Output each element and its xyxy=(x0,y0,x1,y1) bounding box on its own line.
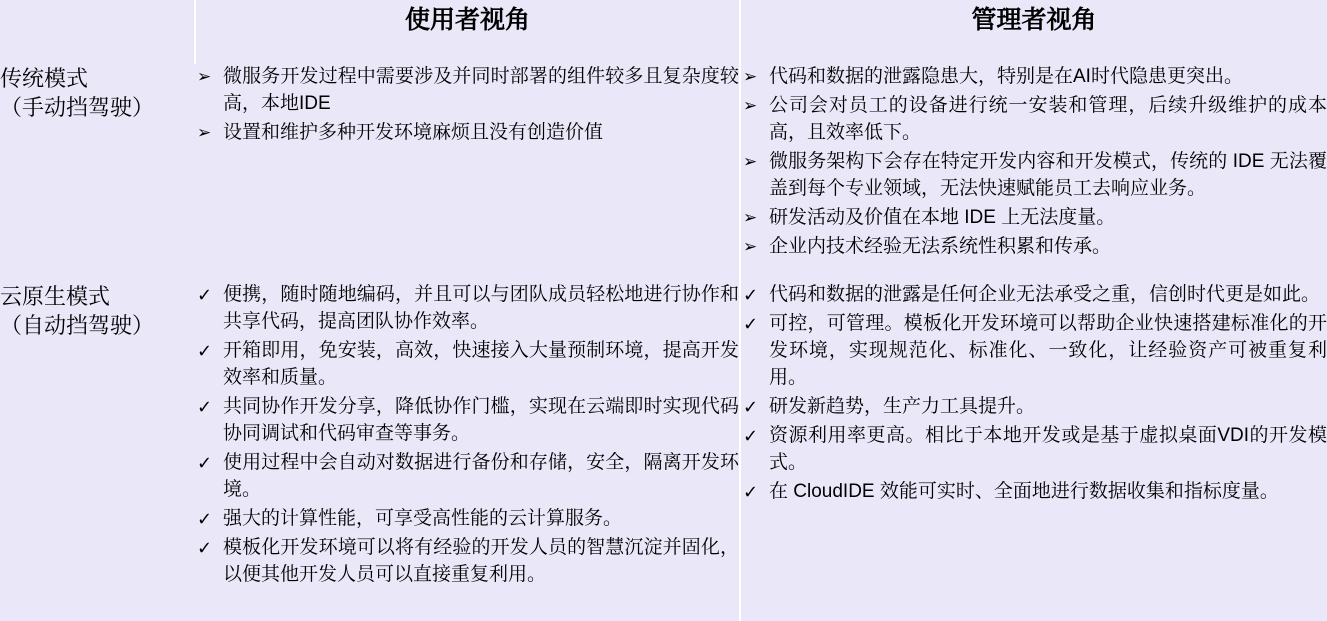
column-header-admin-perspective: 管理者视角 xyxy=(740,0,1327,64)
list-cloud-user xyxy=(195,282,739,589)
table-corner-cell xyxy=(0,0,195,64)
list-item-text: 强大的计算性能，可享受高性能的云计算服务。 xyxy=(223,507,623,529)
cell-traditional-user xyxy=(195,64,740,282)
list-item xyxy=(741,423,1327,477)
list-item-text: 使用过程中会自动对数据进行备份和存储，安全，隔离开发环境。 xyxy=(223,452,739,500)
cell-cloud-admin xyxy=(740,282,1327,621)
list-item xyxy=(741,282,1327,309)
check-bullet-icon: ✓ xyxy=(197,508,213,529)
table-row-cloud-native-mode xyxy=(0,282,1327,621)
list-item-text: 模板化开发环境可以将有经验的开发人员的智慧沉淀并固化，以便其他开发人员可以直接重复利用。 xyxy=(223,536,739,585)
list-item xyxy=(195,394,739,448)
row-label-traditional-mode xyxy=(0,64,195,282)
list-item xyxy=(741,394,1327,421)
table-header-row xyxy=(0,0,1327,64)
list-item-text: 在 CloudIDE 效能可实时、全面地进行数据收集和指标度量。 xyxy=(769,480,1279,502)
arrow-bullet-icon: ➢ xyxy=(743,67,758,86)
list-item xyxy=(741,479,1327,506)
list-item xyxy=(195,64,739,118)
row-label-cloud-line2: （自动挡驾驶） xyxy=(0,313,155,339)
list-traditional-user xyxy=(195,64,739,147)
table-row-traditional-mode xyxy=(0,64,1327,282)
list-item-text: 公司会对员工的设备进行统一安装和管理，后续升级维护的成本高，且效率低下。 xyxy=(769,94,1327,143)
check-bullet-icon: ✓ xyxy=(743,481,759,502)
list-item-text: 代码和数据的泄露隐患大，特别是在AI时代隐患更突出。 xyxy=(769,66,1243,87)
list-item-text: 研发活动及价值在本地 IDE 上无法度量。 xyxy=(769,206,1116,228)
arrow-bullet-icon: ➢ xyxy=(743,236,758,256)
list-item-text: 代码和数据的泄露是任何企业无法承受之重，信创时代更是如此。 xyxy=(769,284,1321,306)
arrow-bullet-icon: ➢ xyxy=(743,95,758,115)
check-bullet-icon: ✓ xyxy=(743,314,759,335)
list-item xyxy=(741,234,1327,261)
list-item xyxy=(741,149,1327,203)
list-item-text: 可控，可管理。模板化开发环境可以帮助企业快速搭建标准化的开发环境，实现规范化、标准化、一致化，让经验资产可被重复利用。 xyxy=(769,313,1327,389)
cell-traditional-admin xyxy=(740,64,1327,282)
list-item-text: 便携，随时随地编码，并且可以与团队成员轻松地进行协作和共享代码，提高团队协作效率。 xyxy=(223,284,739,333)
list-item xyxy=(741,64,1327,91)
row-label-traditional-line2: （手动挡驾驶） xyxy=(0,95,155,121)
list-item xyxy=(195,282,739,336)
cell-cloud-user xyxy=(195,282,740,621)
list-item xyxy=(195,506,739,533)
list-item xyxy=(741,311,1327,392)
list-traditional-admin xyxy=(741,64,1327,261)
list-item-text: 企业内技术经验无法系统性积累和传承。 xyxy=(769,235,1112,257)
check-bullet-icon: ✓ xyxy=(197,285,213,306)
check-bullet-icon: ✓ xyxy=(197,341,213,362)
check-bullet-icon: ✓ xyxy=(743,426,759,447)
check-bullet-icon: ✓ xyxy=(197,537,213,558)
list-item-text: 共同协作开发分享，降低协作门槛，实现在云端即时实现代码协同调试和代码审查等事务。 xyxy=(223,396,739,445)
arrow-bullet-icon: ➢ xyxy=(197,122,212,142)
list-item xyxy=(195,450,739,504)
list-item xyxy=(195,338,739,392)
arrow-bullet-icon: ➢ xyxy=(743,207,758,227)
row-label-traditional-line1: 传统模式 xyxy=(0,66,89,91)
row-label-cloud-line1: 云原生模式 xyxy=(0,284,111,310)
list-item-text: 研发新趋势，生产力工具提升。 xyxy=(769,396,1036,418)
list-item-text: 资源利用率更高。相比于本地开发或是基于虚拟桌面VDI的开发模式。 xyxy=(769,425,1327,473)
list-item xyxy=(195,120,739,147)
list-item-text: 开箱即用，免安装，高效，快速接入大量预制环境，提高开发效率和质量。 xyxy=(223,340,739,389)
list-item xyxy=(741,205,1327,232)
arrow-bullet-icon: ➢ xyxy=(743,151,758,171)
check-bullet-icon: ✓ xyxy=(743,285,759,306)
list-item-text: 设置和维护多种开发环境麻烦且没有创造价值 xyxy=(223,121,604,143)
list-item-text: 微服务开发过程中需要涉及并同时部署的组件较多且复杂度较高，本地IDE xyxy=(223,66,739,114)
check-bullet-icon: ✓ xyxy=(197,453,213,473)
row-label-cloud-native-mode xyxy=(0,282,195,621)
check-bullet-icon: ✓ xyxy=(197,397,213,418)
arrow-bullet-icon: ➢ xyxy=(197,67,212,86)
list-item-text: 微服务架构下会存在特定开发内容和开发模式，传统的 IDE 无法覆盖到每个专业领域，无法快速赋能员工去响应业务。 xyxy=(769,150,1327,199)
list-item xyxy=(741,93,1327,147)
list-cloud-admin xyxy=(741,282,1327,506)
check-bullet-icon: ✓ xyxy=(743,397,759,418)
column-header-user-perspective: 使用者视角 xyxy=(195,0,740,64)
list-item xyxy=(195,535,739,589)
